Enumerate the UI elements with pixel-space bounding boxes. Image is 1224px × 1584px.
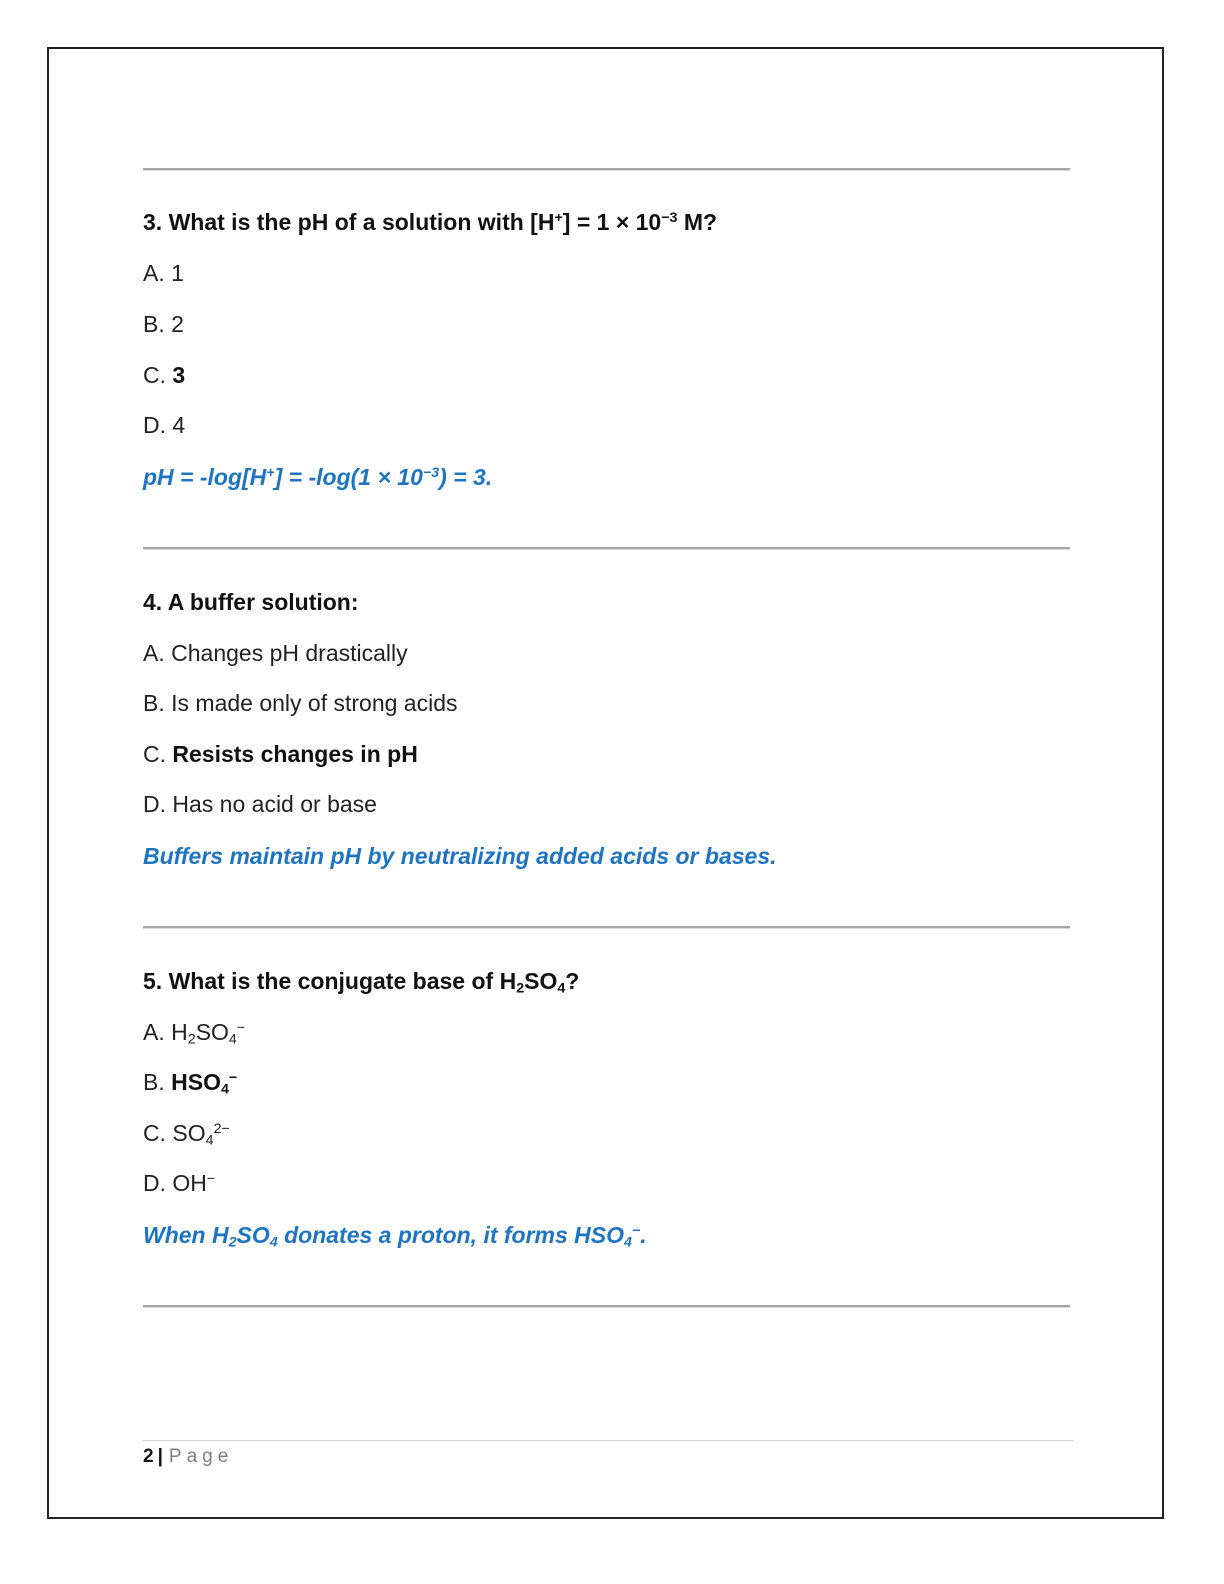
question-5-title: 5. What is the conjugate base of $H_2SO_4$? [143,968,580,997]
question-3-explanation: pH = $-\log[H^+] = -\log(1 \times 10^{-3}) = 3$. [143,464,493,490]
page-number: 2 [143,1446,154,1467]
question-5-option-d: D. OH− [143,1170,216,1196]
correct-answer: 3 [172,362,186,388]
horizontal-rule [143,547,1070,549]
footer-page-label: Page [168,1446,234,1467]
question-3-option-c: C. 3 [143,362,186,388]
question-4-option-c: C. Resists changes in pH [143,741,418,767]
footer-rule [143,1440,1073,1441]
question-3-option-d: D. 4 [143,412,186,438]
correct-answer: Resists changes in pH [172,741,418,767]
question-5-option-a: A. $H_2SO_4^-$ [143,1019,246,1048]
question-5-explanation: When $H_2SO_4$ donates a proton, it forms $HSO_4^-$. [143,1222,647,1251]
horizontal-rule [143,168,1070,170]
page-footer [143,1446,233,1468]
question-4-explanation: Buffers maintain pH by neutralizing added acids or bases. [143,843,777,869]
horizontal-rule [143,1305,1070,1307]
question-4-option-b: B. Is made only of strong acids [143,690,458,716]
question-5-option-c: C. $SO_4^{2-}$ [143,1120,230,1149]
correct-answer: $HSO_4^-$ [171,1069,238,1098]
question-3-option-b: B. 2 [143,311,184,337]
question-4-option-a: A. Changes pH drastically [143,640,408,666]
question-3-title: 3. What is the pH of a solution with $[H^+] = 1 \times 10^{-3}$ M? [143,209,718,235]
page-border [47,47,1164,1519]
question-5-option-b: B. $HSO_4^-$ [143,1069,238,1098]
question-3-option-a: A. 1 [143,260,184,286]
footer-separator: | [157,1446,163,1467]
question-4-option-d: D. Has no acid or base [143,791,377,817]
question-4-title: 4. A buffer solution: [143,589,359,615]
horizontal-rule [143,926,1070,928]
